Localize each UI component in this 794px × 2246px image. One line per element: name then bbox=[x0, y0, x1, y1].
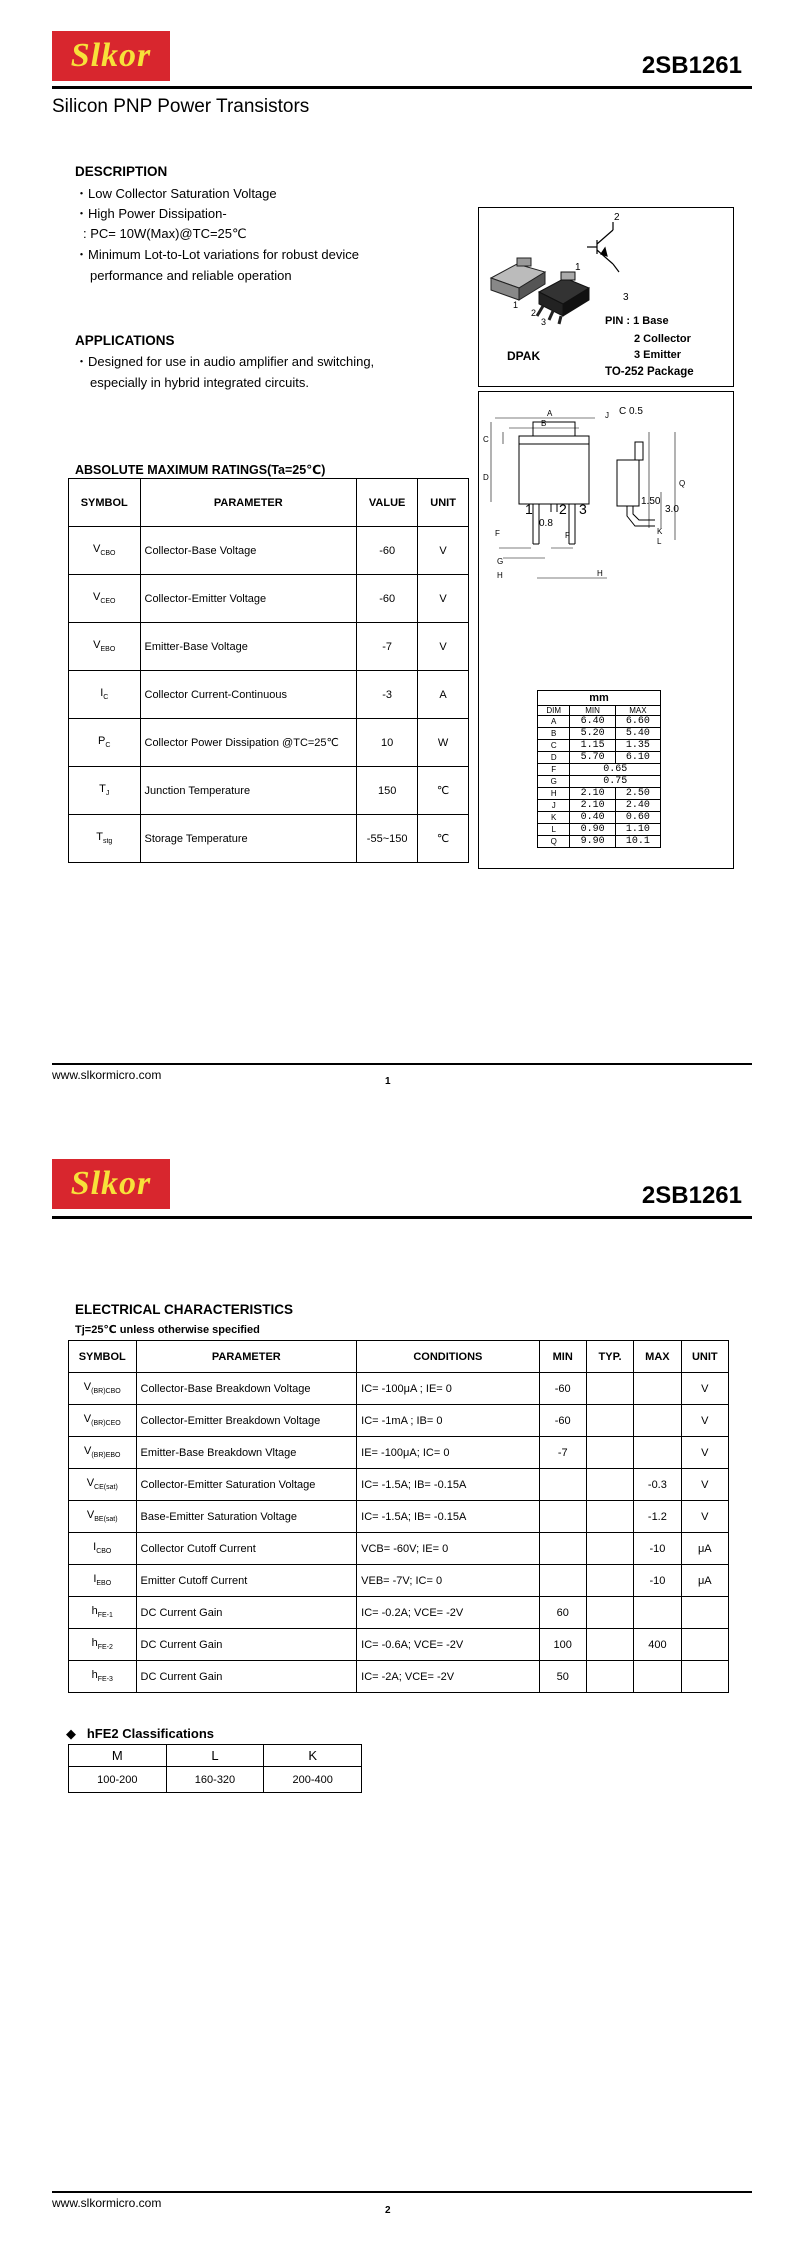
pin-title: PIN : 1 Base bbox=[605, 315, 669, 327]
symbol-cell: $h_{FE-1}$ bbox=[69, 1597, 137, 1629]
table-row bbox=[69, 1629, 729, 1661]
unit-cell: V bbox=[418, 575, 469, 623]
symbol-cell: $I_{EBO}$ bbox=[69, 1565, 137, 1597]
symbol-cell: $V_{CEO}$ bbox=[69, 575, 141, 623]
unit-cell bbox=[681, 1597, 728, 1629]
table-row bbox=[538, 800, 661, 812]
table-row bbox=[69, 815, 469, 863]
value-cell: 10 bbox=[357, 719, 418, 767]
table-row bbox=[69, 1405, 729, 1437]
typ-cell bbox=[586, 1501, 633, 1533]
max-cell: 400 bbox=[634, 1629, 681, 1661]
svg-text:D: D bbox=[483, 473, 489, 482]
conditions-cell: IC= -0.6A; VCE= -2V bbox=[357, 1629, 539, 1661]
table-row bbox=[538, 788, 661, 800]
table-row bbox=[69, 1437, 729, 1469]
package-name: TO-252 Package bbox=[605, 366, 694, 378]
min-cell bbox=[539, 1565, 586, 1597]
svg-text:1: 1 bbox=[513, 300, 519, 310]
value-cell: 6.60 bbox=[615, 716, 660, 728]
min-cell bbox=[539, 1469, 586, 1501]
conditions-cell: VCB= -60V; IE= 0 bbox=[357, 1533, 539, 1565]
value-cell: 0.90 bbox=[570, 824, 615, 836]
header-rule bbox=[52, 86, 752, 89]
parameter-cell: Collector Power Dissipation @TC=25℃ bbox=[140, 719, 357, 767]
svg-text:2: 2 bbox=[559, 501, 567, 517]
pin-3: 3 Emitter bbox=[634, 349, 682, 361]
table-row bbox=[69, 1533, 729, 1565]
value-cell: -3 bbox=[357, 671, 418, 719]
symbol-cell: $V_{(BR)CBO}$ bbox=[69, 1373, 137, 1405]
electrical-condition: Tj=25℃ unless otherwise specified bbox=[75, 1324, 260, 1336]
table-row bbox=[538, 740, 661, 752]
parameter-cell: Collector-Emitter Breakdown Voltage bbox=[136, 1405, 357, 1437]
conditions-cell: IC= -1.5A; IB= -0.15A bbox=[357, 1469, 539, 1501]
table-row bbox=[538, 716, 661, 728]
value-cell: 0.60 bbox=[615, 812, 660, 824]
conditions-cell: IE= -100μA; IC= 0 bbox=[357, 1437, 539, 1469]
ratings-heading: ABSOLUTE MAXIMUM RATINGS(Ta=25℃) bbox=[75, 463, 326, 477]
dim-cell: D bbox=[538, 752, 570, 764]
parameter-cell: Collector-Emitter Saturation Voltage bbox=[136, 1469, 357, 1501]
typ-cell bbox=[586, 1373, 633, 1405]
svg-text:3: 3 bbox=[541, 317, 547, 327]
svg-text:2: 2 bbox=[531, 308, 537, 318]
unit-cell: V bbox=[681, 1501, 728, 1533]
parameter-cell: Collector-Base Voltage bbox=[140, 527, 357, 575]
table-row bbox=[538, 728, 661, 740]
value-cell: 2.50 bbox=[615, 788, 660, 800]
value-cell: 1.35 bbox=[615, 740, 660, 752]
description-heading: DESCRIPTION bbox=[75, 164, 168, 179]
parameter-cell: Emitter-Base Breakdown Vltage bbox=[136, 1437, 357, 1469]
svg-text:3: 3 bbox=[579, 501, 587, 517]
typ-cell bbox=[586, 1437, 633, 1469]
dim-cell: G bbox=[538, 776, 570, 788]
table-row bbox=[69, 623, 469, 671]
value-cell: 0.65 bbox=[570, 764, 661, 776]
min-cell bbox=[539, 1501, 586, 1533]
table-row bbox=[69, 1597, 729, 1629]
applications-bullet: ・Designed for use in audio amplifier and switching, bbox=[75, 354, 375, 369]
typ-cell bbox=[586, 1469, 633, 1501]
hfe-table: M L K 100-200 160-320 200-400 bbox=[68, 1744, 362, 1793]
parameter-cell: Junction Temperature bbox=[140, 767, 357, 815]
table-row bbox=[538, 764, 661, 776]
parameter-cell: Collector Current-Continuous bbox=[140, 671, 357, 719]
footer-rule bbox=[52, 1063, 752, 1065]
footer-rule bbox=[52, 2191, 752, 2193]
unit-cell: A bbox=[418, 671, 469, 719]
parameter-cell: Emitter Cutoff Current bbox=[136, 1565, 357, 1597]
min-cell: -60 bbox=[539, 1373, 586, 1405]
unit-cell: V bbox=[681, 1469, 728, 1501]
ratings-table: SYMBOL PARAMETER VALUE UNIT $V_{CBO}$ Collector-Base Voltage -60 V $V_{CEO}$ Collector-Emitter Voltage -60 V $V_{EBO}$ Emitter-Base Voltage -7 V $I_C$ Collector Current-Continuous -3 A $P_C$ Collector Power Dissipation @TC=25℃ 10 W $T_J$ Junction Temperature 150 ℃ $T_{stg}$ Storage Temperature -55~150 ℃ bbox=[68, 478, 469, 863]
table-row bbox=[538, 812, 661, 824]
min-cell bbox=[539, 1533, 586, 1565]
parameter-cell: Storage Temperature bbox=[140, 815, 357, 863]
package-front-view bbox=[519, 422, 589, 544]
parameter-cell: Collector Cutoff Current bbox=[136, 1533, 357, 1565]
value-cell: 150 bbox=[357, 767, 418, 815]
typ-cell bbox=[586, 1565, 633, 1597]
package-side-view bbox=[617, 432, 675, 540]
table-row bbox=[538, 836, 661, 848]
value-cell: 5.40 bbox=[615, 728, 660, 740]
value-cell: 1.10 bbox=[615, 824, 660, 836]
table-row bbox=[69, 1565, 729, 1597]
value-cell: 2.10 bbox=[570, 800, 615, 812]
value-cell: 0.75 bbox=[570, 776, 661, 788]
svg-text:1.50: 1.50 bbox=[641, 496, 661, 507]
pnp-transistor-symbol-icon bbox=[587, 222, 619, 272]
unit-cell: μA bbox=[681, 1533, 728, 1565]
unit-cell: V bbox=[681, 1437, 728, 1469]
mechanical-drawing bbox=[479, 392, 733, 692]
symbol-cell: $h_{FE-3}$ bbox=[69, 1661, 137, 1693]
unit-cell bbox=[681, 1629, 728, 1661]
unit-cell: V bbox=[418, 527, 469, 575]
svg-text:Q: Q bbox=[679, 479, 686, 488]
slkor-logo: Slkor bbox=[52, 31, 170, 81]
svg-text:B: B bbox=[541, 419, 547, 428]
header-rule bbox=[52, 1216, 752, 1219]
symbol-cell: $T_{stg}$ bbox=[69, 815, 141, 863]
value-cell: 6.10 bbox=[615, 752, 660, 764]
conditions-cell: IC= -1mA ; IB= 0 bbox=[357, 1405, 539, 1437]
unit-cell: V bbox=[418, 623, 469, 671]
svg-text:1: 1 bbox=[575, 262, 581, 273]
table-row bbox=[69, 671, 469, 719]
svg-text:H: H bbox=[597, 569, 603, 578]
value-cell: 2.40 bbox=[615, 800, 660, 812]
typ-cell bbox=[586, 1629, 633, 1661]
conditions-cell: IC= -1.5A; IB= -0.15A bbox=[357, 1501, 539, 1533]
unit-cell bbox=[681, 1661, 728, 1693]
part-number: 2SB1261 bbox=[641, 52, 742, 79]
table-row bbox=[69, 1373, 729, 1405]
dimension-lines bbox=[491, 418, 607, 578]
value-cell: -55~150 bbox=[357, 815, 418, 863]
unit-cell: ℃ bbox=[418, 767, 469, 815]
dim-cell: J bbox=[538, 800, 570, 812]
dim-cell: H bbox=[538, 788, 570, 800]
typ-cell bbox=[586, 1661, 633, 1693]
conditions-cell: VEB= -7V; IC= 0 bbox=[357, 1565, 539, 1597]
value-cell: 5.70 bbox=[570, 752, 615, 764]
dim-cell: L bbox=[538, 824, 570, 836]
dimension-drawing-box bbox=[478, 391, 734, 869]
symbol-cell: $T_J$ bbox=[69, 767, 141, 815]
max-cell: -1.2 bbox=[634, 1501, 681, 1533]
svg-text:2: 2 bbox=[614, 212, 620, 223]
svg-text:C: C bbox=[483, 435, 489, 444]
max-cell bbox=[634, 1661, 681, 1693]
page-number: 1 bbox=[385, 1076, 391, 1087]
svg-text:L: L bbox=[657, 537, 662, 546]
applications-heading: APPLICATIONS bbox=[75, 333, 175, 348]
svg-text:K: K bbox=[657, 527, 663, 536]
value-cell: -60 bbox=[357, 575, 418, 623]
unit-cell: V bbox=[681, 1373, 728, 1405]
value-cell: 0.40 bbox=[570, 812, 615, 824]
symbol-cell: $h_{FE-2}$ bbox=[69, 1629, 137, 1661]
electrical-table: SYMBOL PARAMETER CONDITIONS MIN TYP. MAX UNIT $V_{(BR)CBO}$ Collector-Base Breakdown Voltage IC= -100μA ; IE= 0 -60 V $V_{(BR)CEO}$ Collector-Emitter Breakdown Voltage IC= -1mA ; IB= 0 -60 V $V_{(BR)EBO}$ Emitter-Base Breakdown Vltage IE= -100μA; IC= 0 -7 V $V_{CE(sat)}$ Collector-Emitter Saturation Voltage IC= -1.5A; IB= -0.15A -0.3 V $V_{BE(sat)}$ Base-Emitter Saturation Voltage IC= -1.5A; IB= -0.15A -1.2 V $I_{CBO}$ Collector Cutoff Current VCB= -60V; IE= 0 -10 μA $I_{EBO}$ Emitter Cutoff Current VEB= -7V; IC= 0 -10 μA $h_{FE-1}$ DC Current Gain IC= -0.2A; VCE= -2V 60 $h_{FE-2}$ DC Current Gain IC= -0.6A; VCE= -2V 100 400 $h_{FE-3}$ DC Current Gain IC= -2A; VCE= -2V 50 bbox=[68, 1340, 729, 1693]
svg-text:F: F bbox=[565, 531, 570, 540]
footer-url: www.slkormicro.com bbox=[52, 2196, 162, 2210]
unit-cell: μA bbox=[681, 1565, 728, 1597]
svg-text:3: 3 bbox=[623, 292, 629, 303]
min-cell: 100 bbox=[539, 1629, 586, 1661]
conditions-cell: IC= -100μA ; IE= 0 bbox=[357, 1373, 539, 1405]
min-cell: 50 bbox=[539, 1661, 586, 1693]
parameter-cell: Emitter-Base Voltage bbox=[140, 623, 357, 671]
table-row bbox=[538, 752, 661, 764]
max-cell: -10 bbox=[634, 1565, 681, 1597]
value-cell: 9.90 bbox=[570, 836, 615, 848]
description-bullet: performance and reliable operation bbox=[90, 268, 292, 283]
parameter-cell: Collector-Base Breakdown Voltage bbox=[136, 1373, 357, 1405]
symbol-cell: $P_C$ bbox=[69, 719, 141, 767]
footer-url: www.slkormicro.com bbox=[52, 1068, 162, 1082]
electrical-heading: ELECTRICAL CHARACTERISTICS bbox=[75, 1302, 294, 1317]
parameter-cell: DC Current Gain bbox=[136, 1629, 357, 1661]
min-cell: 60 bbox=[539, 1597, 586, 1629]
max-cell bbox=[634, 1405, 681, 1437]
parameter-cell: Collector-Emitter Voltage bbox=[140, 575, 357, 623]
description-bullet: ・High Power Dissipation- bbox=[75, 206, 227, 221]
page-subtitle: Silicon PNP Power Transistors bbox=[52, 96, 310, 117]
svg-text:H: H bbox=[497, 571, 503, 580]
max-cell: -10 bbox=[634, 1533, 681, 1565]
dim-cell: Q bbox=[538, 836, 570, 848]
table-row bbox=[69, 527, 469, 575]
min-cell: -60 bbox=[539, 1405, 586, 1437]
parameter-cell: DC Current Gain bbox=[136, 1597, 357, 1629]
parameter-cell: Base-Emitter Saturation Voltage bbox=[136, 1501, 357, 1533]
value-cell: 2.10 bbox=[570, 788, 615, 800]
description-bullet: : PC= 10W(Max)@TC=25℃ bbox=[83, 226, 247, 241]
page-number: 2 bbox=[385, 2205, 391, 2216]
description-bullet: ・Minimum Lot-to-Lot variations for robust device bbox=[75, 247, 359, 262]
max-cell bbox=[634, 1597, 681, 1629]
typ-cell bbox=[586, 1597, 633, 1629]
table-row bbox=[69, 1661, 729, 1693]
max-cell: -0.3 bbox=[634, 1469, 681, 1501]
svg-text:A: A bbox=[547, 409, 553, 418]
typ-cell bbox=[586, 1533, 633, 1565]
pin-2: 2 Collector bbox=[634, 333, 691, 345]
table-row bbox=[69, 719, 469, 767]
dim-cell: C bbox=[538, 740, 570, 752]
applications-bullet: especially in hybrid integrated circuits. bbox=[90, 375, 309, 390]
symbol-cell: $V_{EBO}$ bbox=[69, 623, 141, 671]
conditions-cell: IC= -0.2A; VCE= -2V bbox=[357, 1597, 539, 1629]
svg-text:0.8: 0.8 bbox=[539, 518, 553, 529]
svg-text:F: F bbox=[495, 529, 500, 538]
symbol-cell: $V_{(BR)CEO}$ bbox=[69, 1405, 137, 1437]
table-row bbox=[69, 575, 469, 623]
part-number: 2SB1261 bbox=[641, 1182, 742, 1209]
unit-cell: ℃ bbox=[418, 815, 469, 863]
value-cell: -7 bbox=[357, 623, 418, 671]
parameter-cell: DC Current Gain bbox=[136, 1661, 357, 1693]
package-illustration bbox=[479, 208, 733, 386]
symbol-cell: $V_{CBO}$ bbox=[69, 527, 141, 575]
symbol-cell: $I_C$ bbox=[69, 671, 141, 719]
symbol-cell: $V_{CE(sat)}$ bbox=[69, 1469, 137, 1501]
table-row bbox=[69, 1501, 729, 1533]
typ-cell bbox=[586, 1405, 633, 1437]
value-cell: 6.40 bbox=[570, 716, 615, 728]
table-row bbox=[69, 1469, 729, 1501]
table-row bbox=[538, 776, 661, 788]
dim-cell: K bbox=[538, 812, 570, 824]
slkor-logo: Slkor bbox=[52, 1159, 170, 1209]
conditions-cell: IC= -2A; VCE= -2V bbox=[357, 1661, 539, 1693]
svg-text:1: 1 bbox=[525, 501, 533, 517]
value-cell: 1.15 bbox=[570, 740, 615, 752]
dim-cell: F bbox=[538, 764, 570, 776]
dpak-label: DPAK bbox=[507, 349, 541, 363]
unit-cell: V bbox=[681, 1405, 728, 1437]
max-cell bbox=[634, 1373, 681, 1405]
hfe-heading: ◆ hFE2 Classifications bbox=[66, 1726, 214, 1741]
package-box bbox=[478, 207, 734, 387]
diamond-bullet-icon: ◆ bbox=[66, 1726, 76, 1741]
svg-text:3.0: 3.0 bbox=[665, 504, 679, 515]
table-row bbox=[69, 767, 469, 815]
dim-cell: A bbox=[538, 716, 570, 728]
table-row bbox=[538, 824, 661, 836]
symbol-cell: $V_{(BR)EBO}$ bbox=[69, 1437, 137, 1469]
unit-cell: W bbox=[418, 719, 469, 767]
max-cell bbox=[634, 1437, 681, 1469]
value-cell: -60 bbox=[357, 527, 418, 575]
min-cell: -7 bbox=[539, 1437, 586, 1469]
dim-cell: B bbox=[538, 728, 570, 740]
svg-text:J: J bbox=[605, 411, 609, 420]
svg-text:C 0.5: C 0.5 bbox=[619, 406, 643, 417]
description-bullet: ・Low Collector Saturation Voltage bbox=[75, 186, 277, 201]
svg-text:G: G bbox=[497, 557, 504, 566]
dimension-table: mm DIM MIN MAX A 6.40 6.60 B 5.20 5.40 C 1.15 1.35 D 5.70 6.10 F 0.65 G 0.75 H 2.10 2.50 J 2.10 2.40 K 0.40 0.60 L 0.90 1.10 Q 9.90 10.1 bbox=[537, 690, 661, 848]
value-cell: 10.1 bbox=[615, 836, 660, 848]
symbol-cell: $I_{CBO}$ bbox=[69, 1533, 137, 1565]
symbol-cell: $V_{BE(sat)}$ bbox=[69, 1501, 137, 1533]
value-cell: 5.20 bbox=[570, 728, 615, 740]
